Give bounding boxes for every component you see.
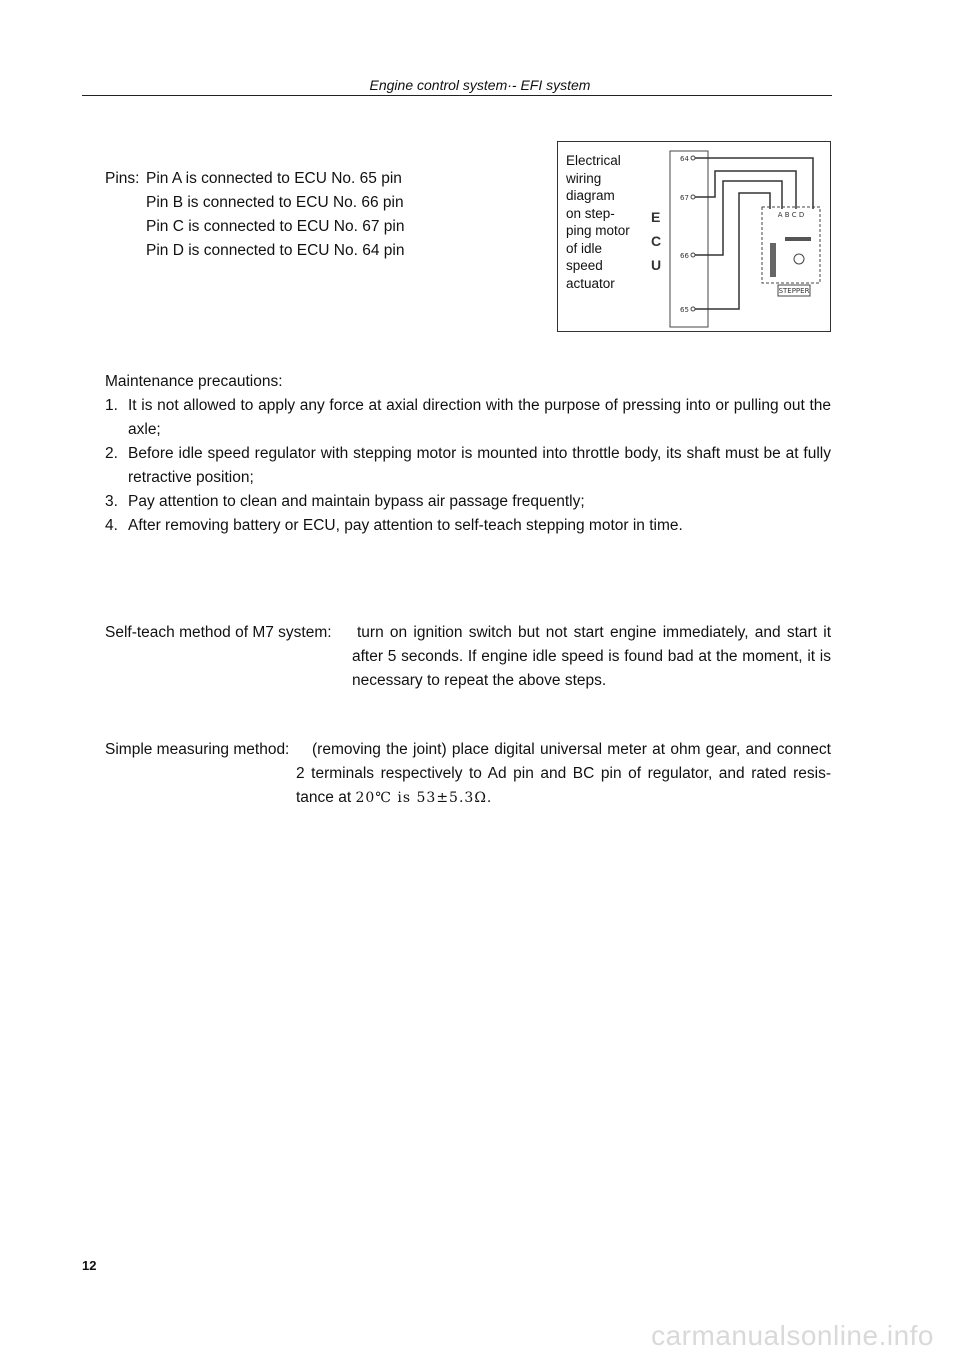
wire-pin-65 xyxy=(695,193,770,309)
pin-line-a: Pin A is connected to ECU No. 65 pin xyxy=(146,170,402,187)
page-number: 12 xyxy=(82,1258,97,1273)
pin-66-terminal xyxy=(691,253,695,257)
maintenance-item-2-text: Before idle speed regulator with stepping motor is mounted into throttle body, its shaft must be at fully retractive position; xyxy=(128,445,831,486)
pin-line-d: Pin D is connected to ECU No. 64 pin xyxy=(146,242,405,259)
maintenance-item-3-text: Pay attention to clean and maintain bypass air passage frequently; xyxy=(128,493,585,510)
pin-line-b: Pin B is connected to ECU No. 66 pin xyxy=(146,194,404,211)
pins-label: Pins: xyxy=(105,170,140,187)
self-teach-label: Self-teach method of M7 system: xyxy=(105,624,332,641)
caption-line: speed xyxy=(566,258,603,273)
measuring-body: (removing the joint) place digital universal meter at ohm gear, and connect 2 terminals respectively to Ad pin and BC pin of regulator, and rated resis-tance at xyxy=(296,741,831,806)
stepper-label: STEPPER xyxy=(778,287,810,295)
maintenance-item-2-num: 2. xyxy=(105,445,118,462)
stepper-coil-left xyxy=(770,243,776,277)
pin-number-66: 66 xyxy=(680,252,689,260)
ecu-letter-e: E xyxy=(651,209,661,225)
pin-line-c: Pin C is connected to ECU No. 67 pin xyxy=(146,218,405,235)
maintenance-item-4-num: 4. xyxy=(105,517,118,534)
pin-67-terminal xyxy=(691,195,695,199)
measuring-text xyxy=(296,738,831,810)
caption-line: wiring xyxy=(566,170,602,186)
ecu-letter-u: U xyxy=(651,257,662,273)
measuring-value: 20℃ is 53±5.3Ω. xyxy=(355,790,493,806)
caption-line: on step- xyxy=(566,205,615,221)
ecu-connector-block xyxy=(670,151,708,327)
caption-line: diagram xyxy=(566,188,615,203)
connector-pin-letters: A B C D xyxy=(777,211,805,219)
wire-pin-67 xyxy=(695,171,796,209)
pin-number-65: 65 xyxy=(680,306,689,314)
maintenance-item-1-num: 1. xyxy=(105,397,118,414)
maintenance-title: Maintenance precautions: xyxy=(105,373,283,390)
stepper-rotor-icon xyxy=(794,254,804,264)
caption-line: ping motor xyxy=(566,223,630,238)
maintenance-item-1-text: It is not allowed to apply any force at axial direction with the purpose of pressing into or pulling out the axle; xyxy=(128,397,831,438)
maintenance-item-4-text: After removing battery or ECU, pay attention to self-teach stepping motor in time. xyxy=(128,517,683,534)
caption-line: Electrical xyxy=(566,153,621,168)
page-header-title: Engine control system·- EFI system xyxy=(369,77,591,93)
pin-number-67: 67 xyxy=(680,194,689,202)
caption-line: of idle xyxy=(566,240,603,256)
header-rule xyxy=(82,95,832,96)
self-teach-text: turn on ignition switch but not start engine immediately, and start it after 5 seconds. If engine idle speed is found bad at the moment, it is necessary to repeat the above steps. xyxy=(352,624,831,689)
stepper-coil-top xyxy=(785,237,811,241)
ecu-letter-c: C xyxy=(651,233,662,249)
pin-65-terminal xyxy=(691,307,695,311)
site-watermark: carmanualsonline.info xyxy=(651,1320,934,1351)
maintenance-item-3-num: 3. xyxy=(105,493,118,510)
pin-64-terminal xyxy=(691,156,695,160)
wiring-diagram-svg xyxy=(557,141,831,332)
measuring-label: Simple measuring method: xyxy=(105,741,290,758)
pin-number-64: 64 xyxy=(680,155,689,163)
caption-line: actuator xyxy=(566,275,615,291)
